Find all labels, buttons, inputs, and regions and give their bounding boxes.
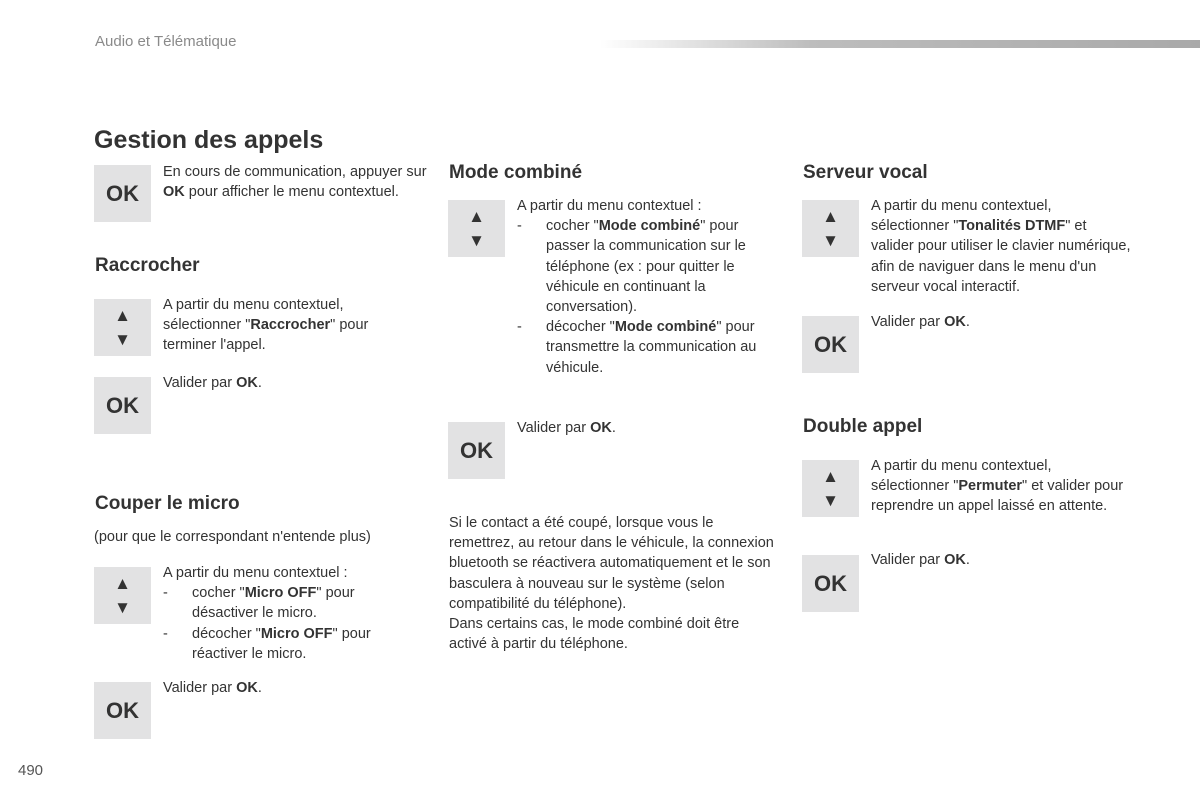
up-arrow-icon: ▲ [822,206,839,226]
up-arrow-icon: ▲ [114,573,131,593]
serveur-heading: Serveur vocal [803,162,928,183]
combine-note: Si le contact a été coupé, lorsque vous le remettrez, au retour dans le véhicule, la connexion bluetooth se réactivera automatiquement et le son basculera à nouveau sur le système (selon compatibilité du téléphone). Dans certains cas, le mode combiné doit être activé à partir du téléphone. [449,515,774,653]
list-item: - cocher "Mode combiné" pour passer la communication sur le téléphone (ex : pour quitter le véhicule en continuant la conversation). [517,216,777,317]
valider-text: Valider par OK. [517,420,616,436]
up-down-arrows-icon [448,200,505,257]
valider-text: Valider par OK. [871,314,970,330]
down-arrow-icon: ▼ [468,230,485,250]
list-item: - décocher "Micro OFF" pour réactiver le micro. [163,624,408,664]
ok-button-icon: OK [94,377,151,434]
combine-heading: Mode combiné [449,162,583,183]
up-arrow-icon: ▲ [468,206,485,226]
double-heading: Double appel [803,416,923,437]
ok-button-icon: OK [802,316,859,373]
micro-list [163,583,408,664]
micro-intro: A partir du menu contextuel : [163,565,348,581]
down-arrow-icon: ▼ [114,329,131,349]
page-title: Gestion des appels [94,126,324,154]
combine-list [517,216,777,378]
up-arrow-icon: ▲ [822,466,839,486]
list-item: - décocher "Mode combiné" pour transmettre la communication au véhicule. [517,317,777,378]
down-arrow-icon: ▼ [822,230,839,250]
valider-text: Valider par OK. [871,552,970,568]
raccrocher-heading: Raccrocher [95,255,200,276]
header-decorative-bar [600,40,1200,48]
page-number: 490 [18,762,44,779]
up-down-arrows-icon [802,200,859,257]
serveur-text: A partir du menu contextuel, sélectionner "Tonalités DTMF" et valider pour utiliser le clavier numérique, afin de naviguer dans le menu d'un serveur vocal interactif. [871,198,1131,295]
combine-text [517,196,777,378]
up-down-arrows-icon [802,460,859,517]
micro-note: (pour que le correspondant n'entende plus) [94,529,371,545]
valider-text: Valider par OK. [163,680,262,696]
up-arrow-icon: ▲ [114,305,131,325]
up-down-arrows-icon [94,299,151,356]
up-down-arrows-icon [94,567,151,624]
ok-button-icon: OK [448,422,505,479]
combine-intro: A partir du menu contextuel : [517,198,702,214]
ok-button-icon: OK [802,555,859,612]
micro-text [163,563,408,664]
intro-text: En cours de communication, appuyer sur OK pour afficher le menu contextuel. [163,164,427,201]
down-arrow-icon: ▼ [822,490,839,510]
raccrocher-text: A partir du menu contextuel, sélectionner "Raccrocher" pour terminer l'appel. [163,297,369,354]
ok-button-icon: OK [94,682,151,739]
micro-heading: Couper le micro [95,493,240,514]
header-title: Audio et Télématique [95,33,237,50]
ok-button-icon: OK [94,165,151,222]
valider-text: Valider par OK. [163,375,262,391]
down-arrow-icon: ▼ [114,597,131,617]
double-text: A partir du menu contextuel, sélectionner "Permuter" et valider pour reprendre un appel laissé en attente. [871,458,1124,515]
list-item: - cocher "Micro OFF" pour désactiver le micro. [163,583,408,623]
